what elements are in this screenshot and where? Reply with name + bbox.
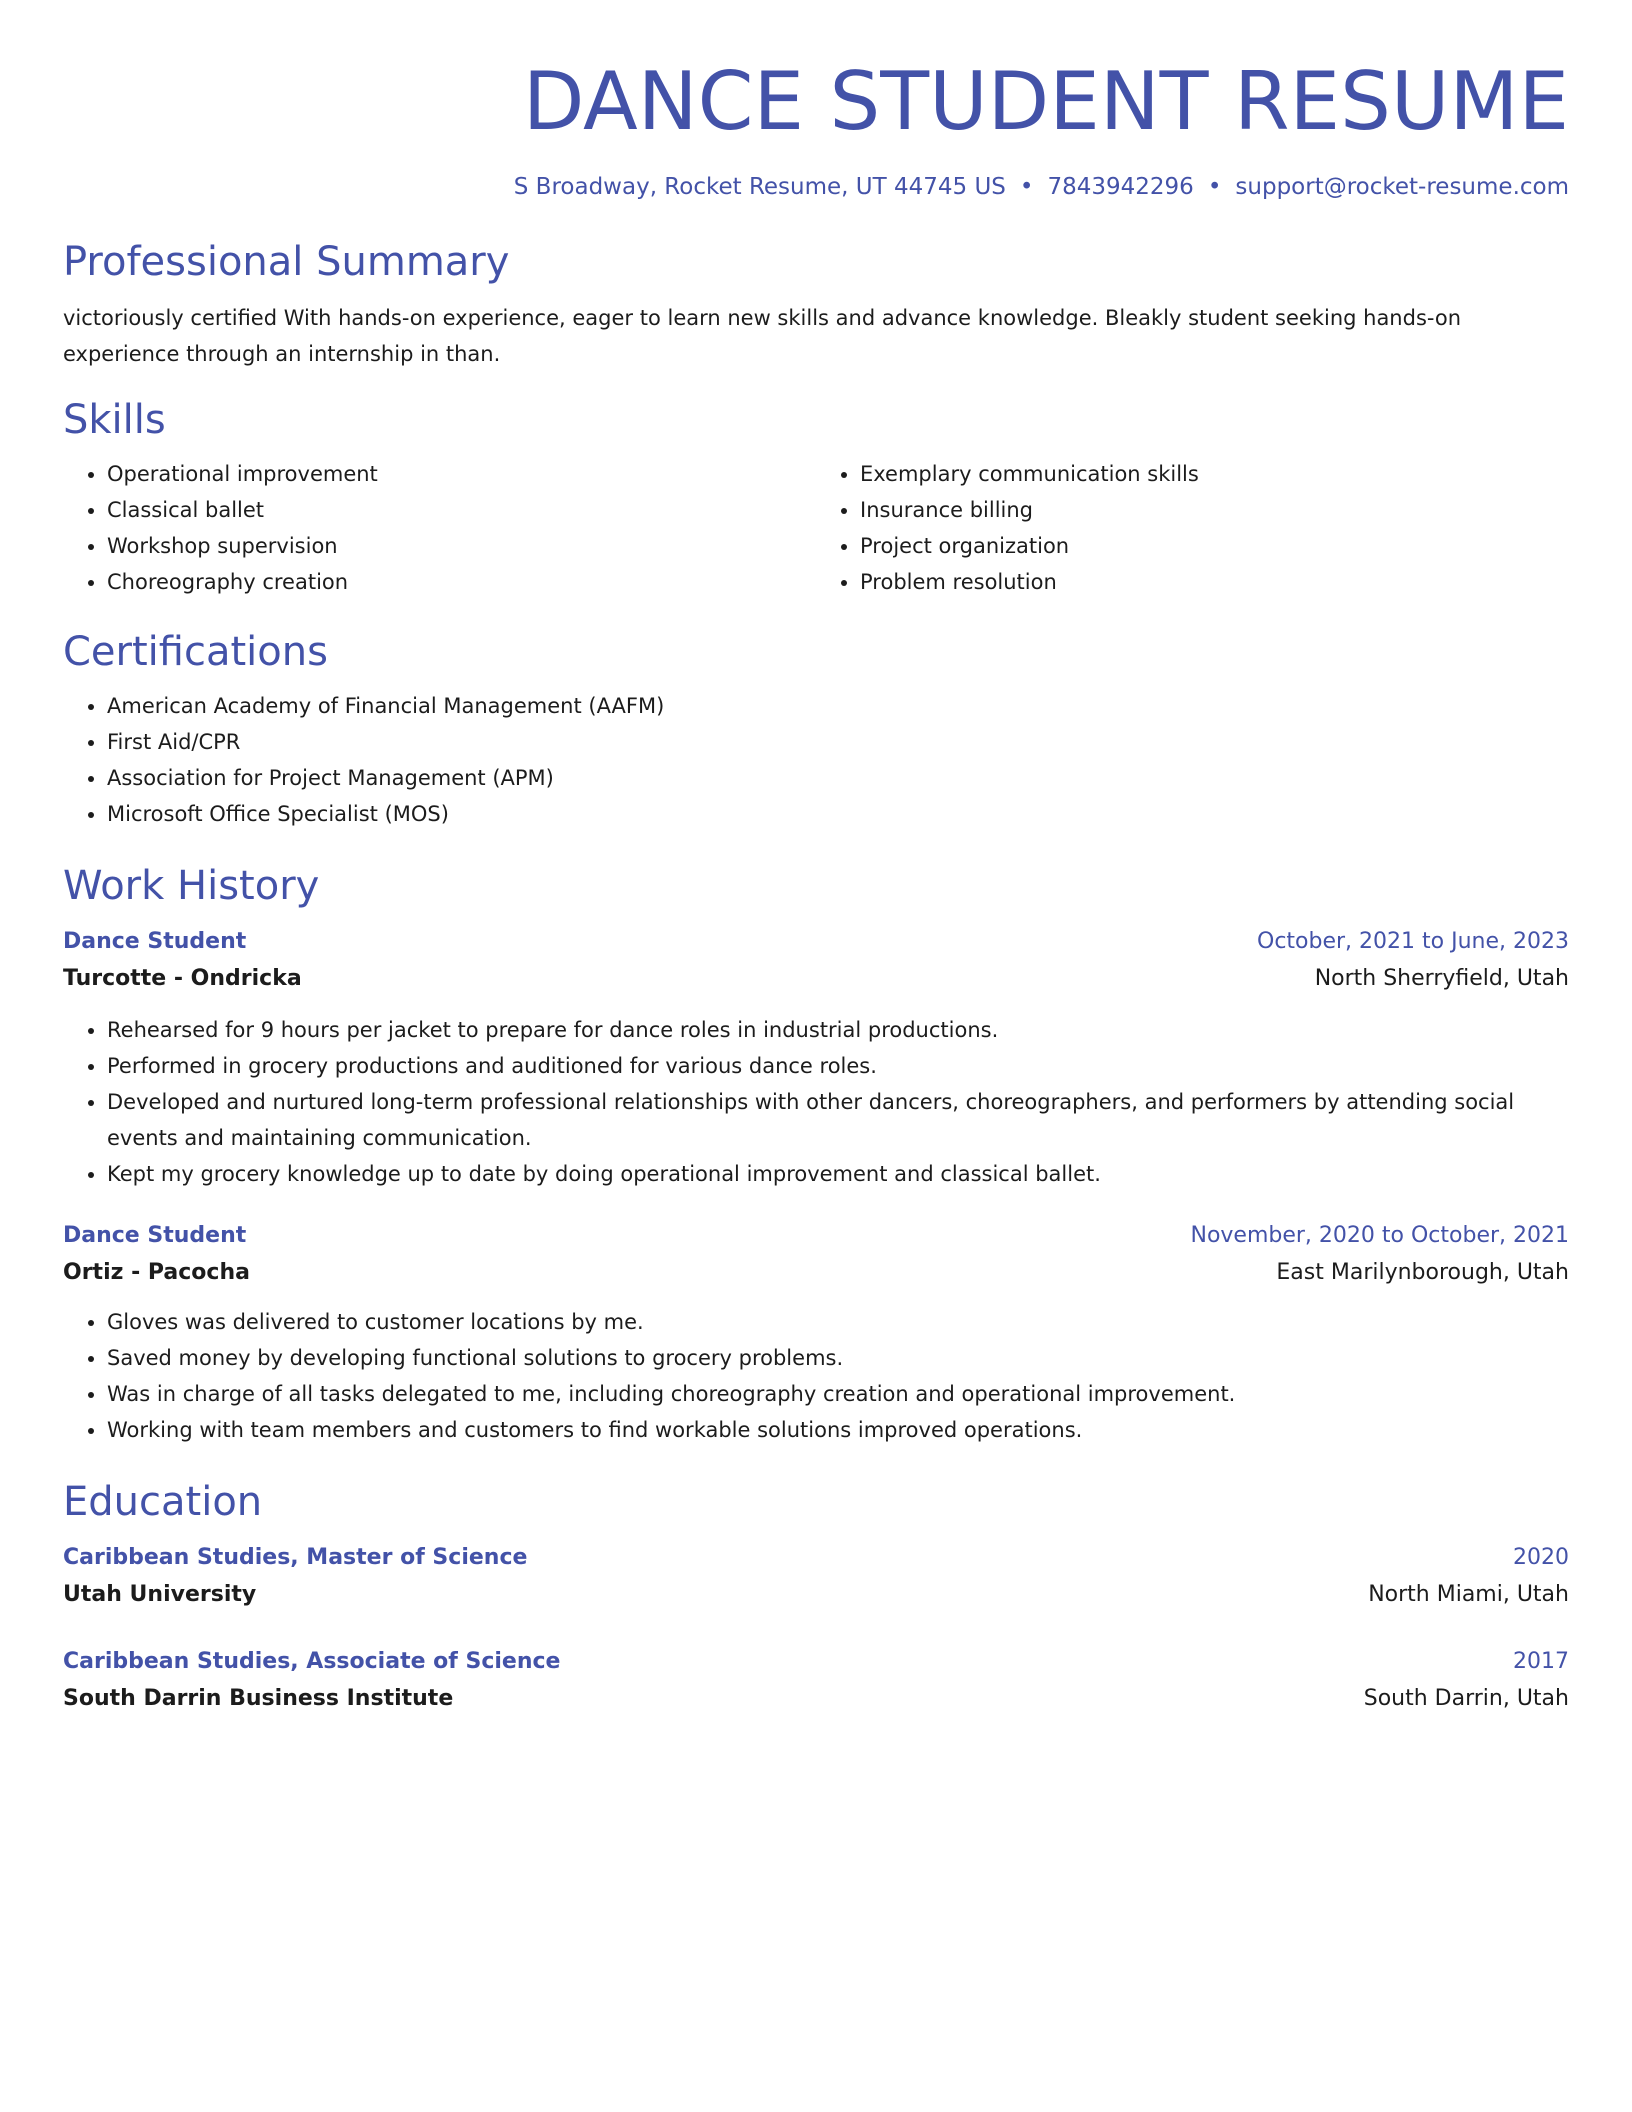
- education-school-row: [63, 1680, 1569, 1718]
- job-duty: • Rehearsed for 9 hours per jacket to prepare for dance roles in industrial productions.: [107, 1012, 1569, 1048]
- job-duty: • Gloves was delivered to customer locations by me.: [107, 1304, 1569, 1340]
- certifications-section: [63, 628, 1569, 832]
- contact-line: [63, 172, 1569, 202]
- work-history-heading: Work History: [63, 863, 320, 909]
- skill-item: • Choreography creation: [107, 564, 816, 600]
- skills-list-left: [63, 456, 816, 600]
- summary-text: victoriously certified With hands-on experience, eager to learn new skills and advance knowledge. Bleakly student seeking hands-on experience through an internship in than.: [63, 306, 1462, 366]
- certifications-heading: Certifications: [63, 629, 328, 675]
- education-year: 2020: [1513, 1545, 1569, 1570]
- job-company: Ortiz - Pacocha: [63, 1260, 250, 1285]
- job-duty: • Saved money by developing functional solutions to grocery problems.: [107, 1340, 1569, 1376]
- job-location: East Marilynborough, Utah: [1276, 1260, 1569, 1285]
- education-degree: Caribbean Studies, Associate of Science: [63, 1649, 561, 1674]
- skills-list-right: [816, 456, 1569, 600]
- skill-item: • Project organization: [860, 528, 1569, 564]
- skills-section: [63, 396, 1569, 600]
- education-degree-row: [63, 1644, 1569, 1680]
- education-entry: [63, 1644, 1569, 1718]
- job-role: Dance Student: [63, 1223, 247, 1248]
- certifications-list: [63, 688, 1569, 832]
- skill-item: • Operational improvement: [107, 456, 816, 492]
- job-duty: • Kept my grocery knowledge up to date by doing operational improvement and classical ballet.: [107, 1156, 1569, 1192]
- skills-heading: Skills: [63, 397, 166, 443]
- job-duties-list: [63, 1012, 1569, 1192]
- work-history-section: [63, 862, 1569, 1448]
- job-dates: November, 2020 to October, 2021: [1190, 1223, 1569, 1248]
- certification-item: • First Aid/CPR: [107, 724, 1569, 760]
- skill-item: • Insurance billing: [860, 492, 1569, 528]
- job-entry: [63, 1218, 1569, 1448]
- job-title-row: [63, 1218, 1569, 1254]
- contact-address: S Broadway, Rocket Resume, UT 44745 US: [513, 174, 1006, 200]
- skill-item: • Exemplary communication skills: [860, 456, 1569, 492]
- certification-item: • American Academy of Financial Management (AAFM): [107, 688, 1569, 724]
- job-duty: • Developed and nurtured long-term professional relationships with other dancers, choreographers, and performers by attending social events and maintaining communication.: [107, 1084, 1569, 1156]
- job-dates: October, 2021 to June, 2023: [1257, 929, 1569, 954]
- skill-item: • Workshop supervision: [107, 528, 816, 564]
- education-degree-row: [63, 1540, 1569, 1576]
- education-degree: Caribbean Studies, Master of Science: [63, 1545, 528, 1570]
- skills-grid: [63, 456, 1569, 600]
- resume-title: DANCE STUDENT RESUME: [522, 55, 1569, 148]
- education-school: Utah University: [63, 1582, 257, 1607]
- certification-item: • Association for Project Management (APM): [107, 760, 1569, 796]
- job-company-row: [63, 960, 1569, 998]
- summary-section: [63, 238, 1569, 372]
- skill-item: • Problem resolution: [860, 564, 1569, 600]
- certification-item: • Microsoft Office Specialist (MOS): [107, 796, 1569, 832]
- education-location: South Darrin, Utah: [1363, 1686, 1569, 1711]
- job-title-row: [63, 924, 1569, 960]
- job-duties-list: [63, 1304, 1569, 1448]
- job-location: North Sherryfield, Utah: [1314, 966, 1569, 991]
- education-heading: Education: [63, 1479, 263, 1525]
- contact-email: support@rocket-resume.com: [1235, 174, 1569, 200]
- job-entry: [63, 924, 1569, 1192]
- education-year: 2017: [1513, 1649, 1569, 1674]
- skill-item: • Classical ballet: [107, 492, 816, 528]
- contact-separator: •: [1019, 174, 1034, 200]
- job-duty: • Performed in grocery productions and auditioned for various dance roles.: [107, 1048, 1569, 1084]
- education-section: [63, 1478, 1569, 1718]
- contact-separator: •: [1207, 174, 1222, 200]
- education-entry: [63, 1540, 1569, 1614]
- contact-phone: 7843942296: [1047, 174, 1194, 200]
- education-school: South Darrin Business Institute: [63, 1686, 454, 1711]
- job-company: Turcotte - Ondricka: [63, 966, 302, 991]
- job-duty: • Was in charge of all tasks delegated to me, including choreography creation and operational improvement.: [107, 1376, 1569, 1412]
- education-location: North Miami, Utah: [1368, 1582, 1569, 1607]
- summary-heading: Professional Summary: [63, 239, 510, 285]
- job-duty: • Working with team members and customers to find workable solutions improved operations.: [107, 1412, 1569, 1448]
- job-company-row: [63, 1254, 1569, 1292]
- education-school-row: [63, 1576, 1569, 1614]
- job-role: Dance Student: [63, 929, 247, 954]
